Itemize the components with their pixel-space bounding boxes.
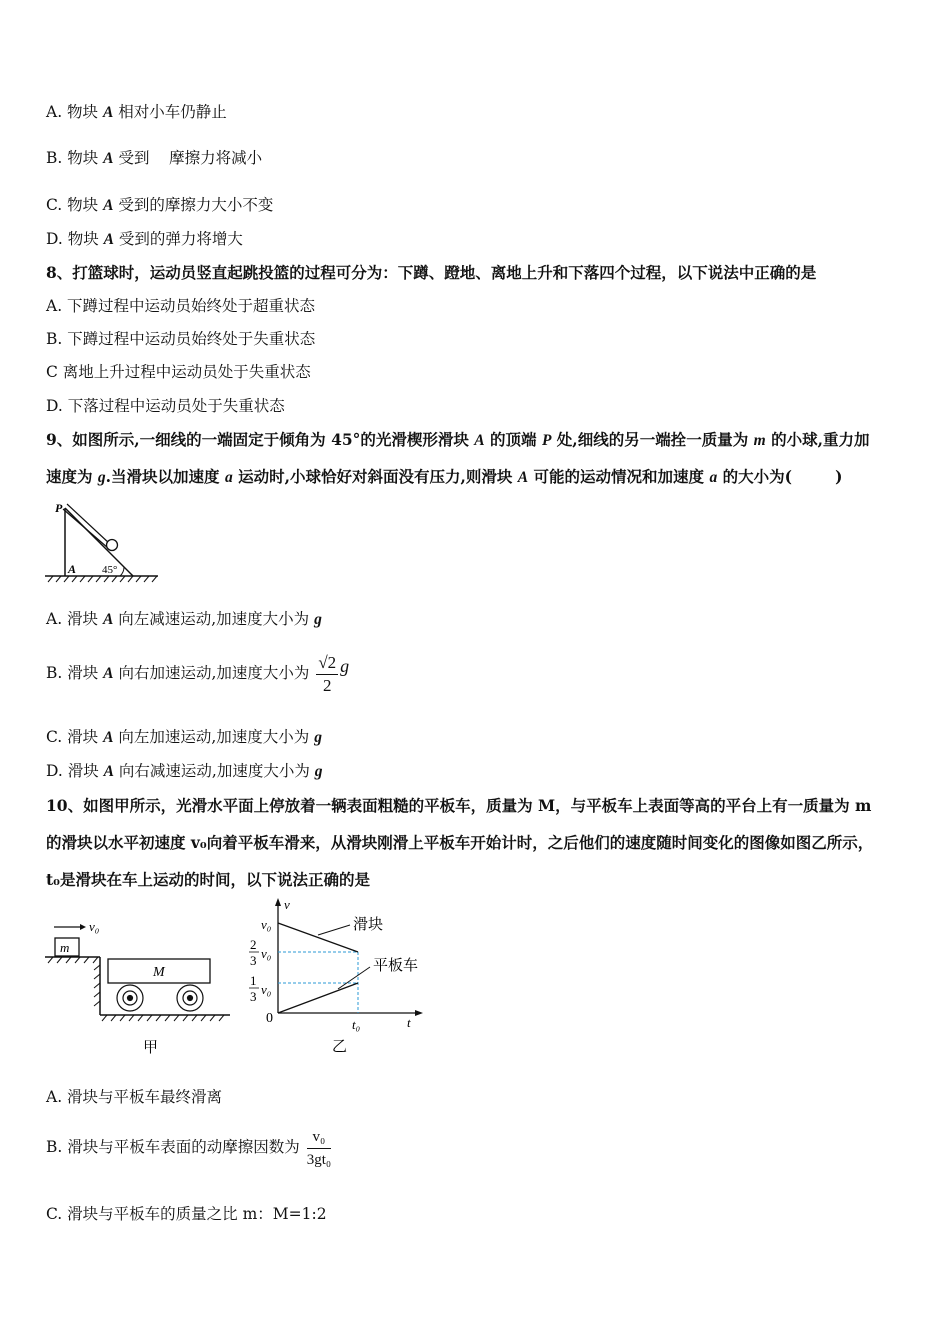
q8-stem: 8、打篮球时，运动员竖直起跳投篮的过程可分为：下蹲、蹬地、离地上升和下落四个过程，以下说法中正确的是 [46,263,817,282]
tick-t0: t₀ [352,1017,361,1032]
caption-jia: 甲 [143,1040,159,1056]
svg-text:3: 3 [250,953,257,968]
q7-option-a: A. 物块 A 相对小车仍静止 [46,103,227,121]
fraction-sqrt2-over-2: $\frac{√2}{2}$ [318,652,337,695]
cart-velocity-line [278,983,358,1013]
q8-option-a: A. 下蹲过程中运动员始终处于超重状态 [46,297,316,315]
wheel-left [117,985,143,1011]
svg-text:3: 3 [250,989,257,1004]
tick-one-third-v0: v₀ [261,982,272,997]
cart-figure [40,912,235,1057]
q9-option-a: A. 滑块 A 向左减速运动,加速度大小为 g [46,610,322,628]
wheel-right [177,985,203,1011]
svg-text:2: 2 [250,937,257,952]
label-angle: 45° [102,564,118,576]
q10-stem-line2: 的滑块以水平初速度 v₀向着平板车滑来，从滑块刚滑上平板车开始计时，之后他们的速度随时间变化的图像如图乙所示， [46,833,874,852]
q10-stem-line3: t₀是滑块在车上运动的时间，以下说法正确的是 [46,870,370,889]
q7-option-c: C. 物块 A 受到的摩擦力大小不变 [46,196,274,214]
label-M: M [153,965,165,980]
axis-t-label: t [407,1015,411,1030]
q9-option-b: B. 滑块 A 向右加速运动,加速度大小为 $\frac{√2}{2}$ g [46,652,350,695]
origin-label: 0 [266,1011,273,1026]
label-block: 滑块 [353,917,384,933]
q10-stem-line1: 10、如图甲所示，光滑水平面上停放着一辆表面粗糙的平板车，质量为 M，与平板车上表面等高的平台上有一质量为 m [46,796,872,815]
vt-graph [240,895,440,1060]
q9-option-c: C. 滑块 A 向左加速运动,加速度大小为 g [46,728,322,746]
svg-text:1: 1 [250,973,257,988]
axis-v-label: v [284,897,290,912]
q8-option-c: C 离地上升过程中运动员处于失重状态 [46,363,311,381]
var-a: A [102,104,114,121]
ball [107,540,118,551]
q9-stem-line1: 9、如图所示,一细线的一端固定于倾角为 45°的光滑楔形滑块 A 的顶端 P 处,细线的另一端拴一质量为 m 的小球,重力加 [46,430,870,449]
tick-two-thirds-v0: v₀ [261,946,272,961]
q10-option-c: C. 滑块与平板车的质量之比 m：M=1:2 [46,1205,327,1223]
label-m: m [60,940,70,955]
q9-option-d: D. 滑块 A 向右减速运动,加速度大小为 g [46,762,323,780]
q9-stem-line2: 速度为 g.当滑块以加速度 a 运动时,小球恰好对斜面没有压力,则滑块 A 可能的运动情况和加速度 a 的大小为( ) [46,467,843,486]
tick-v0: v₀ [261,917,272,932]
label-cart: 平板车 [373,958,419,974]
q10-option-b: B. 滑块与平板车表面的动摩擦因数为 $\frac{\text{v₀}}{\text{3gt₀}}$ [46,1124,333,1171]
label-a: A [68,562,77,576]
q7-option-d: D. 物块 A 受到的弹力将增大 [46,230,243,248]
q8-option-b: B. 下蹲过程中运动员始终处于失重状态 [46,330,316,348]
string [67,504,110,544]
q10-option-a: A. 滑块与平板车最终滑离 [46,1088,223,1106]
label-p: P [55,501,63,515]
wedge-figure [40,498,165,588]
label-v0: v₀ [89,919,100,934]
q8-option-d: D. 下落过程中运动员处于失重状态 [46,397,285,415]
q7-option-b: B. 物块 A 受到 摩擦力将减小 [46,149,263,167]
block-velocity-line [278,923,358,952]
fraction-v0-over-3gt0: $\frac{\text{v₀}}{\text{3gt₀}}$ [307,1126,331,1171]
caption-yi: 乙 [332,1039,348,1055]
